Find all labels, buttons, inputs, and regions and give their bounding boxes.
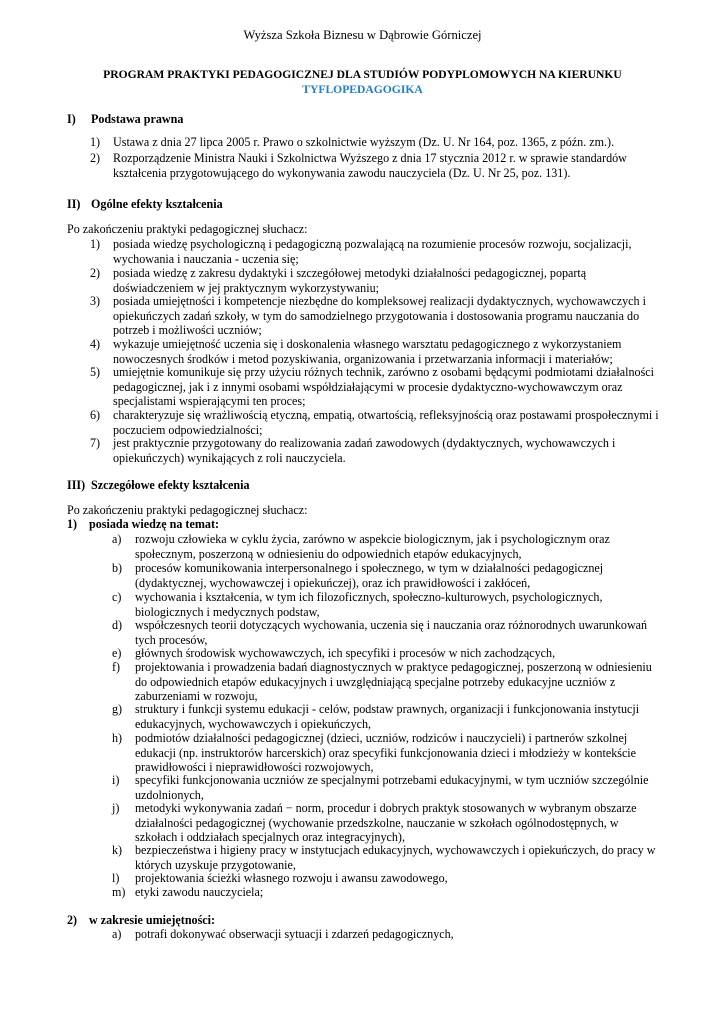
list-item [112, 660, 662, 704]
list-letter: j) [112, 801, 120, 815]
list-number: 1) [90, 135, 101, 149]
list-text: posiada wiedzę z zakresu dydaktyki i szczegółowej metodyki działalności pedagogicznej, popartą doświadczeniem w jej praktycznym wykorzystywaniu; [113, 266, 587, 295]
list-item [112, 561, 662, 590]
list-text: specyfiki funkcjonowania uczniów ze specjalnymi potrzebami edukacyjnymi, w tym uczniów szczególnie uzdolnionych, [135, 773, 649, 802]
list-number: 2) [90, 151, 101, 165]
list-item [90, 337, 660, 366]
list-letter: a) [112, 532, 122, 546]
list-letter: h) [112, 731, 123, 745]
list-number: 3) [90, 294, 101, 308]
subsection-1-heading [67, 517, 219, 532]
list-item [90, 436, 660, 465]
section-2-title: Ogólne efekty kształcenia [91, 197, 223, 211]
list-item [112, 646, 662, 661]
list-text: etyki zawodu nauczyciela; [135, 885, 264, 899]
list-number: 6) [90, 408, 101, 422]
subsection-2-number: 2) [67, 913, 78, 927]
list-text: Rozporządzenie Ministra Nauki i Szkolnictwa Wyższego z dnia 17 stycznia 2012 r. w sprawie standardów kształcenia przygotowującego do wykonywania zawodu nauczyciela (Dz. U. Nr 25, poz. 131). [113, 151, 627, 180]
section-1-title: Podstawa prawna [91, 112, 184, 126]
list-item [90, 408, 660, 437]
list-letter: e) [112, 646, 122, 660]
section-1-number: I) [67, 112, 76, 126]
list-letter: f) [112, 660, 121, 674]
list-text: struktury i funkcji systemu edukacji - celów, podstaw prawnych, organizacji i funkcjonowania instytucji edukacyjnych, wychowawczych i opiekuńczych, [135, 702, 640, 731]
institution-header: Wyższa Szkoła Biznesu w Dąbrowie Górniczej [243, 28, 482, 42]
list-item [112, 618, 662, 647]
section-2-number: II) [67, 197, 81, 211]
list-number: 5) [90, 365, 101, 379]
list-text: umiejętnie komunikuje się przy użyciu różnych technik, zarówno z osobami będącymi podmiotami działalności pedagogicznej, jak i z innymi osobami współdziałającymi w procesie dydaktyczno-wychowawczym oraz specjalistami wspierającymi ten proces; [113, 365, 655, 409]
list-letter: g) [112, 702, 123, 716]
list-item [112, 843, 662, 872]
list-text: procesów komunikowania interpersonalnego i społecznego, w tym w działalności pedagogicznej (dydaktycznej, wychowawczej i opiekuńczej), oraz ich prawidłowości i zakłóceń, [135, 561, 604, 590]
list-text: współczesnych teorii dotyczących wychowania, uczenia się i nauczania oraz różnorodnych uwarunkowań tych procesów, [135, 618, 648, 647]
list-item [112, 885, 662, 900]
list-text: jest praktycznie przygotowany do realizowania zadań zawodowych (dydaktycznych, wychowawczych i opiekuńczych) wynikających z roli nauczyciela. [113, 436, 616, 465]
list-text: potrafi dokonywać obserwacji sytuacji i zdarzeń pedagogicznych, [135, 927, 454, 941]
list-item [90, 266, 660, 295]
subsection-1-title: posiada wiedzę na temat: [89, 517, 219, 531]
list-item [112, 702, 662, 731]
list-text: projektowania ścieżki własnego rozwoju i awansu zawodowego, [135, 871, 448, 885]
list-text: wykazuje umiejętność uczenia się i doskonalenia własnego warsztatu pedagogicznego z wykorzystaniem nowoczesnych środków i metod pozyskiwania, organizowania i przetwarzania informacji i materiałów; [113, 337, 622, 366]
section-3-heading [67, 478, 250, 493]
list-item [112, 731, 662, 775]
list-text: wychowania i kształcenia, w tym ich filozoficznych, społeczno-kulturowych, psychologicznych, biologicznych i medycznych podstaw, [135, 590, 603, 619]
subsection-2-heading [67, 913, 215, 928]
section-2-heading [67, 197, 223, 212]
section-1-heading [67, 112, 183, 127]
list-letter: m) [112, 885, 126, 899]
list-item [90, 365, 660, 409]
list-item [112, 871, 662, 886]
list-item [90, 237, 660, 266]
list-text: głównych środowisk wychowawczych, ich specyfiki i procesów w nich zachodzących, [135, 646, 556, 660]
list-text: metodyki wykonywania zadań − norm, procedur i dobrych praktyk stosowanych w wybranym obszarze działalności pedagogicznej (wychowanie przedszkolne, nauczanie w szkołach ogólnodostępnych, w szkołach i oddziałach specjalnych oraz integracyjnych), [135, 801, 637, 845]
list-item [90, 135, 660, 150]
list-number: 1) [90, 237, 101, 251]
section-3-number: III) [67, 478, 86, 492]
list-text: bezpieczeństwa i higieny pracy w instytucjach edukacyjnych, wychowawczych i opiekuńczych, do pracy w których uzyskuje przygotowanie, [135, 843, 656, 872]
list-text: podmiotów działalności pedagogicznej (dzieci, uczniów, rodziców i nauczycieli) i partnerów szkolnej edukacji (np. instruktorów harcerskich) oraz specyfiki funkcjonowania dzieci i młodzieży w kontekście prawidłowości i nieprawidłowości rozwojowych, [135, 731, 637, 775]
list-text: projektowania i prowadzenia badań diagnostycznych w praktyce pedagogicznej, poszerzoną w odniesieniu do odpowiednich etapów edukacyjnych i uwzględniającą specjalne potrzeby edukacyjne uczniów z zaburzeniami w rozwoju, [135, 660, 652, 704]
list-letter: i) [112, 773, 120, 787]
title-line-2: TYFLOPEDAGOGIKA [302, 82, 423, 96]
list-item [112, 773, 662, 802]
list-item [90, 294, 660, 338]
section-3-title: Szczegółowe efekty kształcenia [91, 478, 250, 492]
list-letter: b) [112, 561, 123, 575]
document-title [0, 68, 725, 97]
list-letter: a) [112, 927, 122, 941]
list-letter: k) [112, 843, 123, 857]
list-item [112, 801, 662, 845]
list-letter: d) [112, 618, 123, 632]
subsection-1-number: 1) [67, 517, 78, 531]
list-item [112, 590, 662, 619]
list-text: Ustawa z dnia 27 lipca 2005 r. Prawo o szkolnictwie wyższym (Dz. U. Nr 164, poz. 1365, z późn. zm.). [113, 135, 615, 149]
list-letter: c) [112, 590, 122, 604]
list-item [112, 927, 662, 942]
list-number: 2) [90, 266, 101, 280]
section-3-intro: Po zakończeniu praktyki pedagogicznej słuchacz: [67, 503, 308, 517]
list-text: posiada umiejętności i kompetencje niezbędne do kompleksowej realizacji dydaktycznych, wychowawczych i opiekuńczych zadań szkoły, w tym do samodzielnego przygotowania i dostosowania programu nauczania do potrzeb i możliwości uczniów; [113, 294, 646, 338]
title-line-1: PROGRAM PRAKTYKI PEDAGOGICZNEJ DLA STUDIÓW PODYPLOMOWYCH NA KIERUNKU [103, 68, 622, 81]
list-number: 7) [90, 436, 101, 450]
list-letter: l) [112, 871, 120, 885]
list-item [90, 151, 660, 180]
list-text: posiada wiedzę psychologiczną i pedagogiczną pozwalającą na rozumienie procesów rozwoju, socjalizacji, wychowania i nauczania - uczenia się; [113, 237, 632, 266]
section-2-intro: Po zakończeniu praktyki pedagogicznej słuchacz: [67, 222, 308, 236]
subsection-2-title: w zakresie umiejętności: [89, 913, 216, 927]
list-text: rozwoju człowieka w cyklu życia, zarówno w aspekcie biologicznym, jak i psychologicznym oraz społecznym, poszerzoną w odniesieniu do odpowiednich etapów edukacyjnych, [135, 532, 610, 561]
list-text: charakteryzuje się wrażliwością etyczną, empatią, otwartością, refleksyjnością oraz postawami prospołecznymi i poczuciem odpowiedzialności; [113, 408, 659, 437]
list-item [112, 532, 662, 561]
list-number: 4) [90, 337, 101, 351]
